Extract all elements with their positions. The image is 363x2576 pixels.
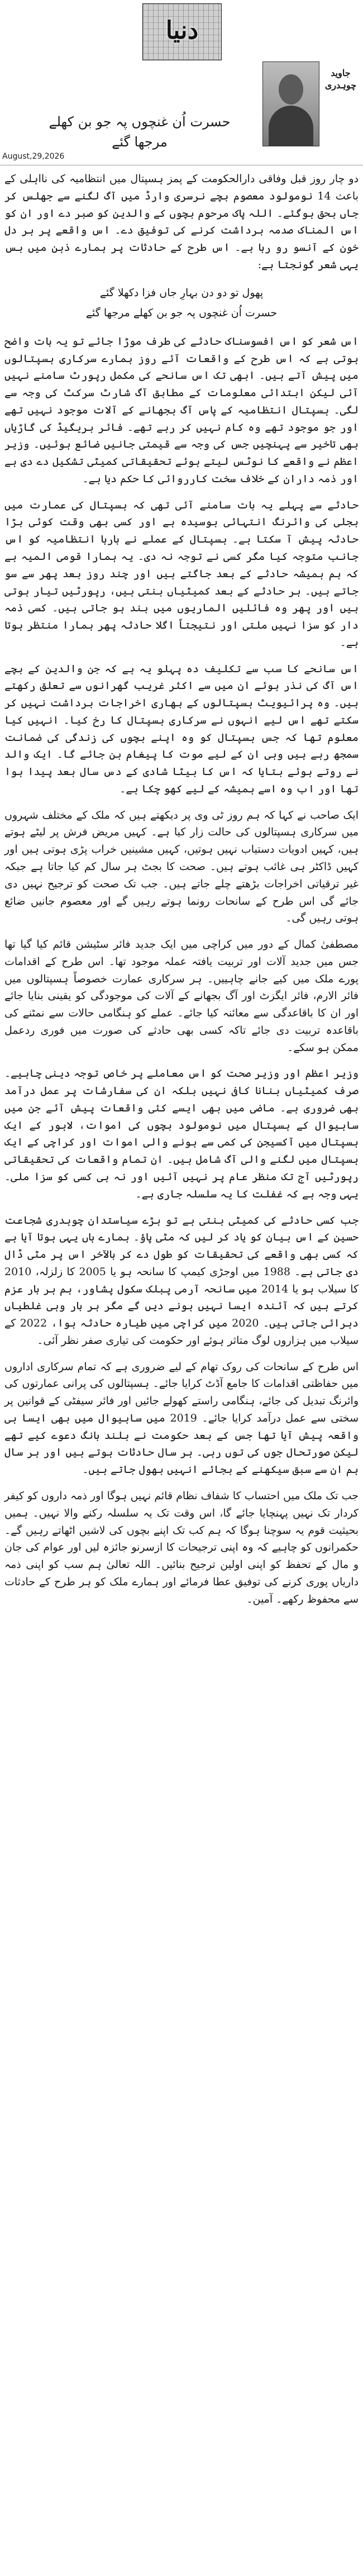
author-photo-head [279, 74, 303, 104]
paragraph: جب تک ملک میں احتساب کا شفاف نظام قائم نہیں ہوگا اور ذمہ داروں کو کیفر کردار تک نہیں پہنچایا جائے گا، اس وقت تک یہ سلسلہ رکنے والا نہیں۔ ہمیں بحیثیت قوم یہ سوچنا ہوگا کہ ہم کب تک اپنے بچوں کی لاشیں اٹھاتے رہیں گے۔ حکمرانوں کو چاہیے کہ وہ اپنی ترجیحات کا ازسرنو جائزہ لیں اور عوام کی جان و مال کے تحفظ کو اپنی اولین ترجیح بنائیں۔ اللہ تعالیٰ ہم سب کو اپنی ذمہ داریاں پوری کرنے کی توفیق عطا فرمائے اور ہمارے ملک کو ہر طرح کے حادثات سے محفوظ رکھے۔ آمین۔ [4, 1490, 359, 1605]
paragraph: دو چار روز قبل وفاقی دارالحکومت کے پمز ہسپتال میں انتظامیہ کی نااہلی کے باعث 14 نومولود معصوم بچے نرسری وارڈ میں آگ لگنے سے جھلس کر جاں بحق ہوگئے۔ اللہ پاک مرحوم بچوں کے والدین کو صبر دے اور ان کو اس المناک صدمہ برداشت کرنے کی توفیق دے۔ اس واقعے پر ہر دل خون کے آنسو رو رہا ہے۔ اس طرح کے حادثات پر ہمارے ذہن میں بس یہی شعر گونجتا ہے: [4, 173, 359, 271]
paragraph: جب کسی حادثے کی کمیٹی بنتی ہے تو بڑے سیاستدان چوہدری شجاعت حسین کے اس بیان کو یاد کر لیں کہ مٹی پاؤ۔ ہمارے ہاں یہی ہوتا آیا ہے کہ کسی بھی واقعے کی تحقیقات کو طول دے کر بالآخر اس پر مٹی ڈال دی جاتی ہے۔ 1988 میں اوجڑی کیمپ کا سانحہ ہو یا 2005 کا زلزلہ، 2010 کا سیلاب ہو یا 2014 میں سانحہ آرمی پبلک سکول پشاور، ہم ہر بار عزم کرتے ہیں کہ آئندہ ایسا نہیں ہونے دیں گے مگر ہر بار وہی غلطیاں دہرائی جاتی ہیں۔ 2020 میں کراچی میں طیارہ حادثہ ہوا، 2022 کے سیلاب میں ہزاروں لوگ متاثر ہوئے اور حکومت کی تیاری صفر نظر آئی۔ [4, 1214, 359, 1347]
publication-date: August,29,2026 [2, 152, 65, 161]
poem-line: پھول تو دو دن بہارِ جاں فزا دکھلا گئے [99, 286, 264, 299]
paragraph: وزیر اعظم اور وزیر صحت کو اس معاملے پر خاص توجہ دینی چاہیے۔ صرف کمیٹیاں بنانا کافی نہیں بلکہ ان کی سفارشات پر عمل درآمد بھی ضروری ہے۔ ماضی میں بھی ایسے کئی واقعات پیش آئے جن میں ساہیوال کے ہسپتال میں نومولود بچوں کی اموات، لاہور کے ایک ہسپتال میں آکسیجن کی کمی سے ہونے والی اموات اور کراچی کے ایک ہسپتال میں لگنے والی آگ شامل ہیں۔ ان تمام واقعات کی تحقیقاتی رپورٹیں آج تک منظر عام پر نہیں آئیں اور نہ ہی کسی کو سزا ملی۔ یہی وجہ ہے کہ غفلت کا یہ سلسلہ جاری ہے۔ [4, 1067, 359, 1200]
poem-line: حسرت اُن غنچوں پہ جو بن کھلے مرجھا گئے [85, 306, 278, 319]
article-body [4, 170, 359, 1617]
paragraph: اس سانحے کا سب سے تکلیف دہ پہلو یہ ہے کہ جن والدین کے بچے اس آگ کی نذر ہوئے ان میں سے اکثر غریب گھرانوں سے تعلق رکھتے ہیں۔ وہ پرائیویٹ ہسپتالوں کے بھاری اخراجات برداشت نہیں کر سکتے تھے اس لیے انہوں نے سرکاری ہسپتال کا رخ کیا۔ انہیں کیا معلوم تھا کہ جس ہسپتال کو وہ اپنے بچوں کی زندگی کی ضمانت سمجھ رہے ہیں وہی ان کے لیے موت کا پیغام بن جائے گا۔ ایک والد نے روتے ہوئے بتایا کہ اس کا بیٹا شادی کے دس سال بعد پیدا ہوا تھا اور اب وہ اسے ہمیشہ کے لیے کھو چکا ہے۔ [4, 662, 359, 795]
paragraph: ایک صاحب نے کہا کہ ہم روز ٹی وی پر دیکھتے ہیں کہ ملک کے مختلف شہروں میں سرکاری ہسپتالوں کی حالت زار کیا ہے۔ کہیں مریض فرش پر لیٹے ہوتے ہیں، کہیں ادویات دستیاب نہیں ہوتیں، کہیں مشینیں خراب پڑی ہوتی ہیں اور کہیں ڈاکٹر ہی غائب ہوتے ہیں۔ صحت کا بجٹ ہر سال کم کیا جاتا ہے جبکہ غیر ترقیاتی اخراجات بڑھتے چلے جاتے ہیں۔ جب تک صحت کو ترجیح نہیں دی جائے گی اس طرح کے سانحات رونما ہوتے رہیں گے اور معصوم جانیں ضائع ہوتی رہیں گی۔ [4, 809, 359, 925]
paragraph: اس طرح کے سانحات کی روک تھام کے لیے ضروری ہے کہ تمام سرکاری اداروں میں حفاظتی اقدامات کا جامع آڈٹ کرایا جائے۔ ہسپتالوں کی پرانی عمارتوں کی وائرنگ تبدیل کی جائے، ہنگامی راستے کھولے جائیں اور فائر سیفٹی کے قوانین پر سختی سے عمل درآمد کرایا جائے۔ 2019 میں ساہیوال میں بھی ایسا ہی واقعہ پیش آیا تھا جس کے بعد حکومت نے بلند بانگ دعوے کیے تھے لیکن صورتحال جوں کی توں رہی۔ ہر سال حادثات ہوتے ہیں اور ہر سال ہم ان سے سبق سیکھنے کے بجائے انہیں بھول جاتے ہیں۔ [4, 1360, 359, 1476]
author-name: جاوید چوہدری [324, 68, 357, 91]
masthead-wordmark: دنیا [165, 16, 199, 45]
masthead-logo [142, 3, 222, 60]
poem-couplet [4, 283, 359, 323]
paragraph: حادثے سے پہلے یہ بات سامنے آئی تھی کہ ہسپتال کی عمارت میں بجلی کی وائرنگ انتہائی بوسیدہ ہے اور کسی بھی وقت کوئی بڑا حادثہ پیش آ سکتا ہے۔ ہسپتال کے عملے نے بارہا انتظامیہ کو اس جانب متوجہ کیا مگر کسی نے توجہ نہ دی۔ یہ ہمارا قومی المیہ ہے کہ ہم ہمیشہ حادثے کے بعد جاگتے ہیں اور چند روز بعد پھر سے سو جاتے ہیں۔ ہر حادثے کے بعد کمیٹیاں بنتی ہیں، رپورٹیں تیار ہوتی ہیں اور پھر وہ فائلیں الماریوں میں بند ہو جاتی ہیں۔ کسی ذمہ دار کو سزا نہیں ملتی اور نتیجتاً اگلا حادثہ پھر ہمارا منتظر ہوتا ہے۔ [4, 498, 359, 649]
paragraph: اس شعر کو اس افسوسناک حادثے کی طرف موڑا جائے تو یہ بات واضح ہوتی ہے کہ اس طرح کے واقعات آئے روز ہمارے سرکاری ہسپتالوں میں پیش آتے ہیں۔ ابھی تک اس سانحے کی مکمل رپورٹ سامنے نہیں آئی لیکن ابتدائی معلومات کے مطابق آگ شارٹ سرکٹ کی وجہ سے لگی۔ ہسپتال انتظامیہ کے پاس آگ بجھانے کے آلات موجود نہیں تھے اور جو موجود تھے وہ کام نہیں کر رہے تھے۔ فائر بریگیڈ کی گاڑیاں بھی تاخیر سے پہنچیں جس کی وجہ سے قیمتی جانیں ضائع ہوئیں۔ وزیر اعظم نے واقعے کا نوٹس لیتے ہوئے تحقیقاتی کمیٹی تشکیل دے دی ہے اور ذمہ داران کے خلاف سخت کارروائی کا حکم دیا ہے۔ [4, 335, 359, 485]
author-photo [262, 61, 319, 146]
paragraph: مصطفیٰ کمال کے دور میں کراچی میں ایک جدید فائر سٹیشن قائم کیا گیا تھا جس میں جدید آلات اور تربیت یافتہ عملہ موجود تھا۔ اس طرح کے اقدامات پورے ملک میں کیے جانے چاہییں۔ ہر سرکاری عمارت خصوصاً ہسپتالوں میں فائر الارم، فائر ایگزٹ اور آگ بجھانے کے آلات کی موجودگی کو یقینی بنایا جائے اور ان کا باقاعدگی سے معائنہ کیا جائے۔ عملے کو ہنگامی حالات سے نمٹنے کی باقاعدہ تربیت دی جائے تاکہ کسی بھی حادثے کی صورت میں فوری ردعمل ممکن ہو سکے۔ [4, 938, 359, 1054]
article-title: حسرت اُن غنچوں پہ جو بن کھلے مرجھا گئے [49, 114, 231, 150]
author-photo-shoulders [269, 106, 313, 146]
